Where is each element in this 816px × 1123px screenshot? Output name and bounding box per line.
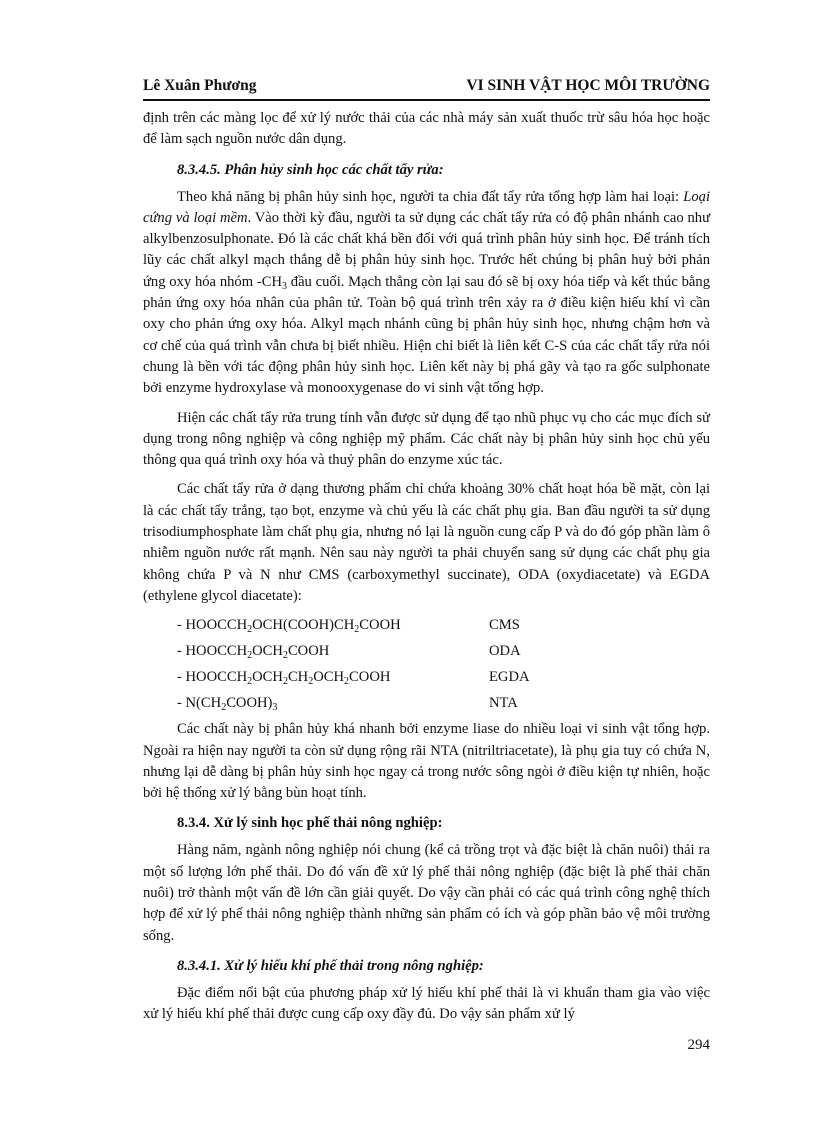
text-run-italic: Loại cứng và loại mềm [143,188,710,226]
page-number: 294 [687,1037,710,1053]
section-heading-detergents: 8.3.4.5. Phân hủy sinh học các chất tẩy rửa: [177,161,444,178]
paragraph-additives: Các chất tẩy rửa ở dạng thương phẩm chỉ chứa khoảng 30% chất hoạt hóa bề mặt, còn lại là các chất tẩy trắng, tạo bọt, enzyme và chủ yếu là các chất phụ gia. Ban đầu người ta sử dụng trisodiumphosphate làm chất phụ gia, nhưng nó lại là nguồn cung cấp P và do đó góp phần làm ô nhiễm nguồn nước rất mạnh. Nên sau này người ta phải chuyển sang sử dụng các chất phụ gia không chứa P và N như CMS (carboxymethyl succinate), ODA (oxydiacetate) và EGDA (ethylene glycol diacetate): [143,481,710,604]
formula-row [177,667,710,691]
formula-part: CH [287,669,309,686]
formula-abbreviation: EGDA [489,669,530,686]
formula-part: COOH [287,643,330,660]
formula-part: OCH [252,669,283,686]
subscript: 2 [354,624,360,636]
formula-text [177,641,329,662]
formula-part: OCH(COOH)CH [252,617,355,634]
subscript: 3 [281,280,287,292]
formula-part: COOH [359,617,401,634]
header-author: Lê Xuân Phương [143,77,257,94]
section-heading-aerobic: 8.3.4.1. Xử lý hiếu khí phế thải trong nông nghiệp: [177,957,484,974]
section-heading-agri-waste: 8.3.4. Xử lý sinh học phế thải nông nghiệp: [177,815,443,832]
formula-part: - HOOCCH [177,669,248,686]
formula-text [177,693,277,714]
formula-abbreviation: NTA [489,695,518,712]
formula-row [177,615,710,639]
formula-row [177,693,710,717]
subscript: 2 [221,702,227,714]
header-title: VI SINH VẬT HỌC MÔI TRƯỜNG [466,77,710,94]
formula-abbreviation: CMS [489,617,520,634]
subscript: 2 [247,676,253,688]
text-run: . Vào thời kỳ đầu, người ta sử dụng các chất tẩy rửa có độ phân nhánh cao như alkylbenzosulphonate. Đó là các chất khá bền đối với quá trình phân hủy sinh học. Để tránh tích lũy các chất alkyl mạch thẳng dễ bị phân hủy sinh học. Trước hết chúng bị phân huỷ bởi phản ứng oxy hóa nhóm -CH [143,209,710,290]
subscript: 2 [282,676,288,688]
text-run: đầu cuối. Mạch thẳng còn lại sau đó sẽ bị oxy hóa tiếp và kết thúc bằng phản ứng oxy hóa nhân của phân tử. Toàn bộ quá trình trên xảy ra ở điều kiện hiếu khí vì cần oxy cho phản ứng oxy hóa. Alkyl mạch nhánh cũng bị phân hủy sinh học, nhưng chậm hơn và cơ chế của quá trình vẫn chưa bị biết nhiều. Hiện chỉ biết là liên kết C-S của các chất tẩy rửa nói chung là bền với tác động phân hủy sinh học. Liên kết này bị phá gãy và tạo ra gốc sulphonate bởi enzyme hydroxylase và monooxygenase do vi sinh vật tổng hợp. [143,273,710,397]
page-header [143,77,710,101]
formula-row [177,641,710,665]
subscript: 2 [282,650,288,662]
formula-text [177,615,401,636]
formula-part: COOH) [226,695,273,712]
subscript: 2 [344,676,350,688]
paragraph-neutral-detergents: Hiện các chất tẩy rửa trung tính vẫn được sử dụng để tạo nhũ phục vụ cho các mục đích sử dụng trong nông nghiệp và công nghiệp mỹ phẩm. Các chất này bị phân hủy sinh học chủ yếu thông qua quá trình oxy hóa và thuỷ phân do enzyme xúc tác. [143,409,710,469]
paragraph-aerobic: Đặc điểm nổi bật của phương pháp xử lý hiếu khí phế thải là vi khuẩn tham gia vào việc xử lý hiếu khí phế thải được cung cấp oxy đầy đủ. Do vậy sản phẩm xử lý [143,984,710,1023]
formula-part: - HOOCCH [177,643,248,660]
paragraph-continuation: định trên các màng lọc để xử lý nước thải của các nhà máy sản xuất thuốc trừ sâu hóa học hoặc để làm sạch nguồn nước dân dụng. [143,110,710,148]
formula-part: COOH [349,669,391,686]
formula-part: OCH [252,643,283,660]
formula-abbreviation: ODA [489,643,521,660]
formula-part: OCH [313,669,345,686]
formula-list [143,615,710,717]
formula-part: - HOOCCH [177,617,248,634]
text-run: Theo khả năng bị phân hủy sinh học, người ta chia đất tẩy rửa tổng hợp làm hai loại: [177,188,684,205]
formula-part: - N(CH [177,695,222,712]
formula-text [177,667,390,688]
paragraph-agri-waste: Hàng năm, ngành nông nghiệp nói chung (kể cả trồng trọt và đặc biệt là chăn nuôi) thải ra một số lượng lớn phế thải. Do đó vấn đề xử lý phế thải nông nghiệp (đặc biệt là phế thải chăn nuôi) trở thành một vấn đề lớn cần giải quyết. Do vậy cần phải có các quá trình công nghệ thích hợp để xử lý phế thải nông nghiệp thành những sản phẩm có ích và góp phần bảo vệ môi trường sống. [143,842,710,944]
subscript: 3 [272,702,278,714]
subscript: 2 [308,676,314,688]
page-body [143,108,710,1034]
paragraph-detergent-types [143,187,710,400]
subscript: 2 [247,624,253,636]
paragraph-nta: Các chất này bị phân hủy khá nhanh bởi enzyme liase do nhiều loại vi sinh vật tổng hợp. Ngoài ra hiện nay người ta còn sử dụng rộng rãi NTA (nitriltriacetate), là phụ gia tuy có chứa N, nhưng lại dễ dàng bị phân hủy sinh học ngay cả trong nước sông ngòi ở điều kiện tự nhiên, hoặc bởi hệ thống xử lý bằng bùn hoạt tính. [143,721,710,802]
subscript: 2 [247,650,253,662]
